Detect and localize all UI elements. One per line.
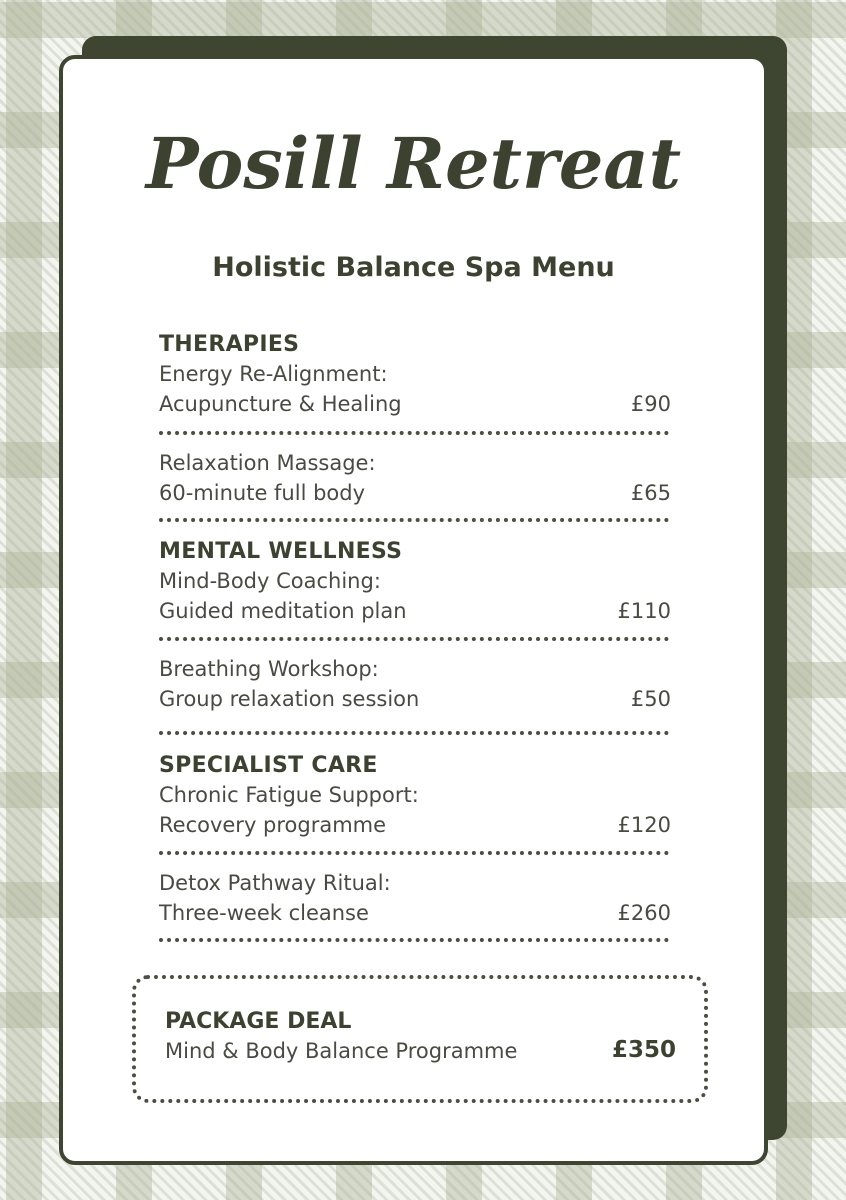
item-price: £50 (630, 687, 671, 711)
dotted-divider (159, 851, 669, 855)
menu-item (159, 451, 671, 511)
page-subtitle: Holistic Balance Spa Menu (212, 252, 615, 283)
section-title-specialist-care: SPECIALIST CARE (159, 753, 378, 778)
item-name: Detox Pathway Ritual: (159, 871, 391, 895)
menu-item (159, 783, 671, 843)
item-price: £110 (617, 599, 671, 623)
item-description: Acupuncture & Healing (159, 392, 402, 416)
package-price: £350 (611, 1037, 676, 1063)
dotted-divider (159, 731, 669, 735)
page-title: Posill Retreat (145, 122, 682, 205)
package-title: PACKAGE DEAL (165, 1009, 352, 1034)
menu-card (59, 55, 768, 1165)
section-title-mental-wellness: MENTAL WELLNESS (159, 539, 403, 564)
item-description: Recovery programme (159, 813, 387, 837)
item-description: Three-week cleanse (159, 901, 369, 925)
item-description: 60-minute full body (159, 481, 366, 505)
item-price: £120 (617, 813, 671, 837)
package-deal-box (132, 975, 708, 1103)
item-price: £260 (617, 901, 671, 925)
item-description: Group relaxation session (159, 687, 420, 711)
item-description: Guided meditation plan (159, 599, 407, 623)
item-name: Relaxation Massage: (159, 451, 376, 475)
package-description: Mind & Body Balance Programme (165, 1039, 518, 1063)
item-name: Energy Re-Alignment: (159, 362, 388, 386)
dotted-divider (159, 938, 669, 942)
item-price: £90 (630, 392, 671, 416)
section-title-therapies: THERAPIES (159, 332, 300, 357)
menu-item (159, 657, 671, 717)
menu-item (159, 569, 671, 629)
item-name: Chronic Fatigue Support: (159, 783, 419, 807)
dotted-divider (159, 431, 669, 435)
item-name: Breathing Workshop: (159, 657, 379, 681)
item-price: £65 (630, 481, 671, 505)
item-name: Mind-Body Coaching: (159, 569, 381, 593)
menu-item (159, 362, 671, 422)
menu-item (159, 871, 671, 931)
dotted-divider (159, 518, 669, 522)
dotted-divider (159, 637, 669, 641)
